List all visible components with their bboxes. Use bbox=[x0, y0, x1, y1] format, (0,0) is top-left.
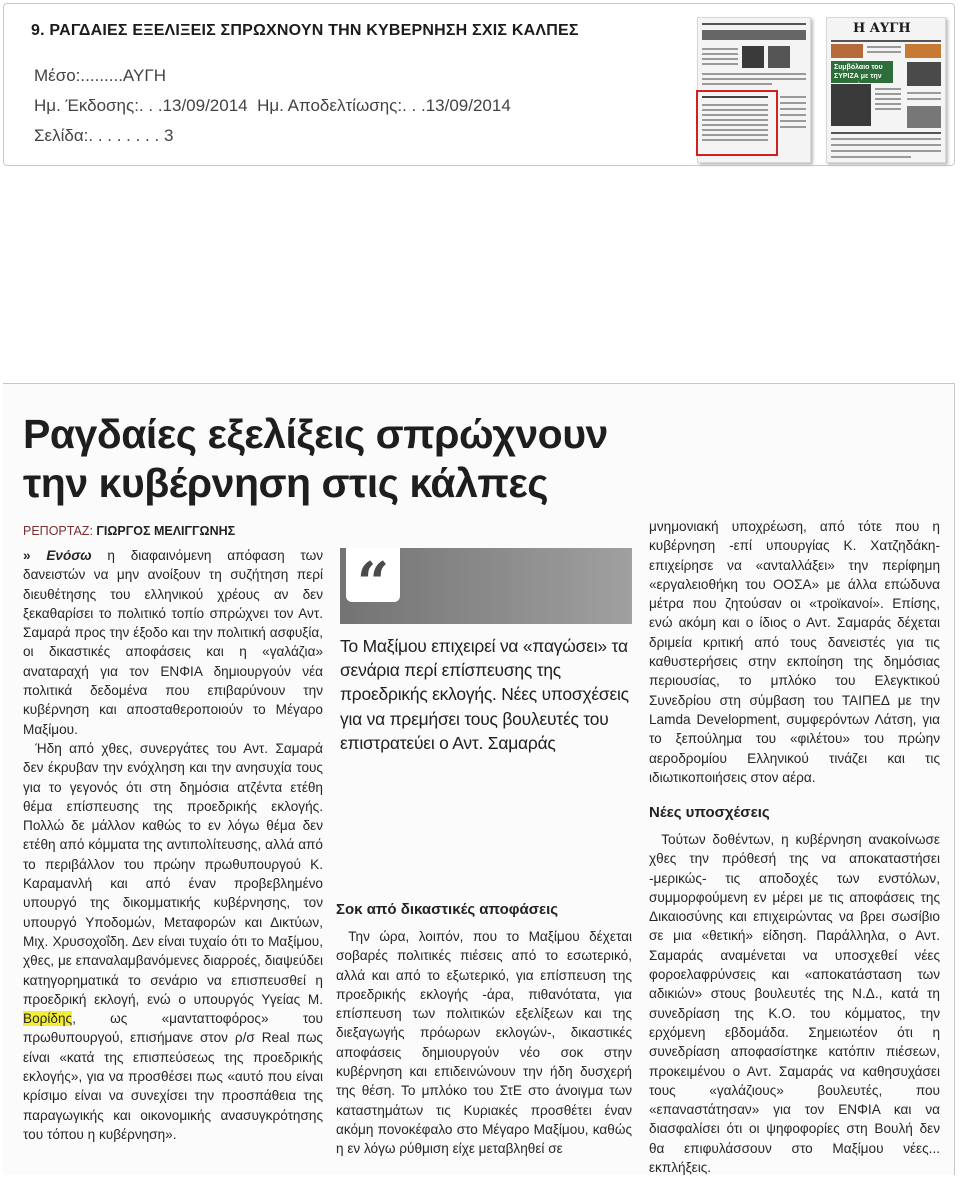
article-column-2 bbox=[336, 927, 632, 1159]
paragraph bbox=[23, 739, 323, 1144]
quote-banner bbox=[340, 548, 632, 624]
dates-line: Ημ. Έκδοσης:. . .13/09/2014 Ημ. Αποδελτίωσης:. . .13/09/2014 bbox=[34, 96, 511, 115]
clipping-header bbox=[3, 3, 955, 166]
highlighted-keyword: Βορίδης bbox=[23, 1011, 73, 1027]
front-green-headline: Συμβόλαιο του ΣΥΡΙΖΑ με την bbox=[831, 61, 893, 83]
clipping-title: 9. ΡΑΓΔΑΙΕΣ ΕΞΕΛΙΞΕΙΣ ΣΠΡΩΧΝΟΥΝ ΤΗΝ ΚΥΒΕΡΝΗΣΗ ΣΧΙΣ ΚΑΛΠΕΣ bbox=[31, 22, 579, 39]
lead-paragraph bbox=[23, 546, 323, 739]
paragraph: Τούτων δοθέντων, η κυβέρνηση ανακοίνωσε χθες την πρόθεσή της να αποκαταστήσει -μερικώς- τις αποδοχές των ενστόλων, συμμορφούμενη εν μέρει με τις αποφάσεις της Δικαιοσύνης και επιχειρώντας να βρει σωσίβιο σε μια «θετική» είδηση. Παράλληλα, ο Αντ. Σαμαράς αναμένεται να υποσχεθεί νέες φοροελαφρύνσεις και «αποκατάσταση των αδικιών» στους βουλευτές της Ν.Δ., κατά τη συνεδρίαση της Κ.Ο. του κόμματος, την ερχόμενη εβδομάδα. Σημειωτέον ότι η συνεδρίαση αποφασίστηκε κατόπιν πιέσεων, προκειμένου ο Αντ. Σαμαράς να καθησυχάσει τους «γαλάζιους» βουλευτές, που «επαναστάτησαν» για τον ΕΝΦΙΑ και να διασφαλίσει ότι οι ψηφοφορίες στη Βουλή δεν θα επιφυλάσσουν στο Μαξίμου νέες... εκπλήξεις. bbox=[649, 832, 940, 1176]
front-masthead: Η ΑΥΓΗ bbox=[853, 21, 911, 36]
pull-quote: Το Μαξίμου επιχειρεί να «παγώσει» τα σενάρια περί επίσπευσης της προεδρικής εκλογής. Νέες υποσχέσεις για να πρεμήσει τους βουλευτές του επιστρατεύει ο Αντ. Σαμαράς bbox=[340, 636, 629, 753]
page-line: Σελίδα:. . . . . . . . 3 bbox=[34, 126, 174, 145]
subheading-new-promises: Νέες υποσχέσεις bbox=[649, 804, 770, 821]
article-column-3 bbox=[649, 517, 940, 787]
media-line: Μέσο:.........ΑΥΓΗ bbox=[34, 66, 166, 85]
thumbnail-front-page[interactable] bbox=[826, 17, 946, 163]
byline-author: ΓΙΩΡΓΟΣ ΜΕΛΙΓΓΩΝΗΣ bbox=[96, 524, 236, 538]
lead-word: Ενόσω bbox=[46, 548, 92, 563]
byline-label: ΡΕΠΟΡΤΑΖ: bbox=[23, 524, 93, 538]
paragraph: μνημονιακή υποχρέωση, από τότε που η κυβέρνηση -επί υπουργίας Κ. Χατζηδάκη- επιχείρησε να «ανταλλάξει» την περίφημη «εργαλειοθήκη του ΟΟΣΑ» με άλλα επώδυνα μέτρα που ζητούσαν οι «τροϊκανοί». Επίσης, ενώ ακόμη και ο ίδιος ο Αντ. Σαμαράς δέχεται δριμεία κριτική από τους δανειστές για τις καθυστερήσεις στην εκποίηση της δημόσιας περιουσίας, το μπλόκο του Ελεγκτικού Συνεδρίου στη σύμβαση του ΤΑΙΠΕΔ με την Lamda Development, συμφερόντων Λάτση, για το ξεπούλημα του «φιλέτου» του πρώην αεροδρομίου Ελληνικού τινάζει και τις ιδιωτικοποιήσεις στον αέρα. bbox=[649, 519, 940, 785]
highlighted-article-frame bbox=[696, 90, 778, 156]
headline-line-2: την κυβέρνηση στις κάλπες bbox=[23, 460, 549, 506]
article-column-3-continued bbox=[649, 830, 940, 1177]
subheading-court-decisions: Σοκ από δικαστικές αποφάσεις bbox=[336, 901, 559, 918]
paragraph-text: Ήδη από χθες, συνεργάτες του Αντ. Σαμαρά δεν έκρυβαν την ενόχληση και την ανησυχία τους για το γεγονός ότι στη δημόσια ατζέντα ετέθη θέμα επίσπευσης της προεδρικής εκλογής. Πολλώ δε μάλλον καθώς το εν λόγω θέμα δεν ετέθη από κόμματα της αντιπολίτευσης, αλλά από το περιβάλλον του πρώην πρωθυπουργού Κ. Καραμανλή και από έναν προβεβλημένο υπουργό της δικομματικής κυβέρνησης, τον υπουργό Υποδομών, Μεταφορών και Δικτύων, Μιχ. Χρυσοχοΐδη. Δεν είναι τυχαίο ότι το Μαξίμου, χθες, με επαναλαμβανόμενες διαρροές, διαψεύδει κατηγορηματικά το σενάριο να επισπευσθεί η προεδρική εκλογή, ενώ ο υπουργός Υγείας Μ. bbox=[23, 740, 323, 1007]
paragraph: Την ώρα, λοιπόν, που το Μαξίμου δέχεται σοβαρές πολιτικές πιέσεις από το εσωτερικό, αλλά και από το εξωτερικό, για επίσπευση της προεδρικής εκλογής -άρα, πιθανότατα, για επίσπευση των πολιτικών εξελίξεων και της διεξαγωγής πρόωρων εκλογών-, δικαστικές αποφάσεις δημιουργούν νέο σοκ στην κυβέρνηση και επιδεινώνουν την ήδη δυσχερή της θέση. Το μπλόκο του ΣτΕ στο άνοιγμα των καταστημάτων τις Κυριακές προσθέτει έναν ακόμη πονοκέφαλο στο Μέγαρο Μαξίμου, καθώς η εν λόγω ρύθμιση είχε μεταβληθεί σε bbox=[336, 929, 632, 1157]
lead-text: η διαφαινόμενη απόφαση των δανειστών να μην ανοίξουν τη συζήτηση περί διευθέτησης του ελληνικού χρέους αν δεν ξεκαθαρίσει το πολιτικό τοπίο σπρώχνει τον Αντ. Σαμαρά προς την έξοδο και την πολιτική ασφυξία, οι δικαστικές αποφάσεις και η «γαλάζια» αναταραχή για τον ΕΝΦΙΑ δημιουργούν νέα πολιτικά δεδομένα που επιβαρύνουν την κυβέρνηση και αποσταθεροποιούν το Μέγαρο Μαξίμου. bbox=[23, 548, 323, 737]
paragraph-text: , ως «μανταττοφόρος» του πρωθυπουργού, επισήμανε στον ρ/σ Real πως είναι «κατά της επισπεύσεως της προεδρικής εκλογής», για να προσθέσει πως «αυτό που είναι κρίσιμο είναι να συνεχίσει την προσπάθεια της παραγωγικής και οικονομικής ανασυγκρότησης του τόπου η κυβέρνηση». bbox=[23, 1011, 323, 1142]
article-scan bbox=[3, 383, 955, 1175]
byline bbox=[23, 524, 235, 538]
article-column-1 bbox=[23, 546, 323, 1144]
headline-line-1: Ραγδαίες εξελίξεις σπρώχνουν bbox=[23, 411, 608, 457]
lead-arrow-icon: » bbox=[23, 548, 31, 563]
quote-mark-icon: “ bbox=[346, 548, 400, 602]
thumbnail-inner-page[interactable] bbox=[697, 17, 811, 163]
article-headline bbox=[23, 410, 608, 508]
